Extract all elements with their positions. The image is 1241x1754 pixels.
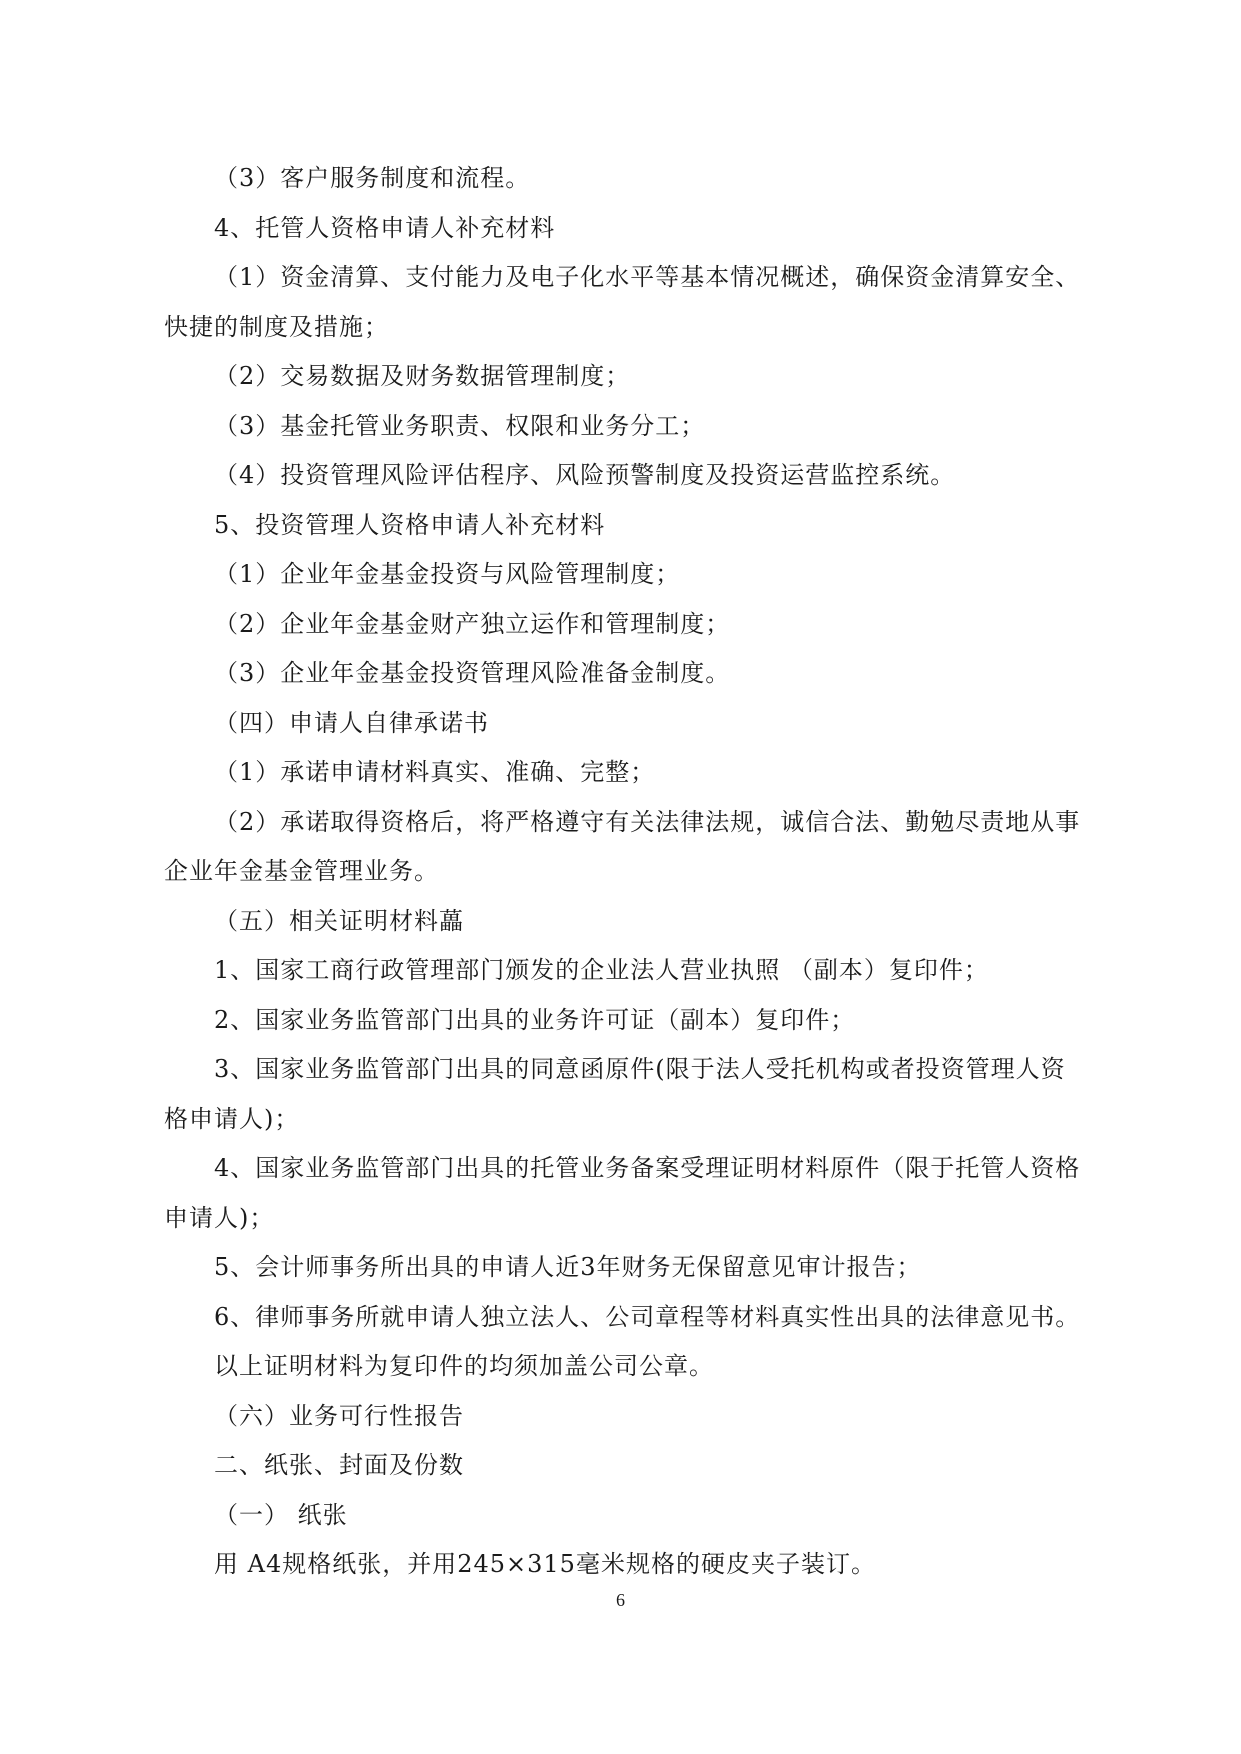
text-line: 6、律师事务所就申请人独立法人、公司章程等材料真实性出具的法律意见书。 — [214, 1302, 1081, 1331]
document-body — [164, 154, 1081, 1590]
text-line: 1、国家工商行政管理部门颁发的企业法人营业执照 （副本）复印件； — [214, 956, 989, 984]
text-line: 格申请人)； — [164, 1104, 300, 1133]
text-line: （4）投资管理风险评估程序、风险预警制度及投资运营监控系统。 — [214, 461, 956, 489]
text-line: 二、纸张、封面及份数 — [214, 1451, 464, 1479]
text-line: 2、国家业务监管部门出具的业务许可证（副本）复印件； — [214, 1005, 856, 1034]
text-line: 5、会计师事务所出具的申请人近3年财务无保留意见审计报告； — [214, 1253, 922, 1281]
text-line: （2）交易数据及财务数据管理制度； — [214, 362, 631, 390]
text-line: （四）申请人自律承诺书 — [214, 708, 489, 737]
text-line: 用 A4规格纸张，并用245×315毫米规格的硬皮夹子装订。 — [214, 1550, 876, 1578]
text-line: （1）承诺申请材料真实、准确、完整； — [214, 758, 656, 786]
text-line: （五）相关证明材料藟 — [214, 906, 464, 935]
text-line: 申请人)； — [164, 1203, 275, 1232]
text-line: （1）资金清算、支付能力及电子化水平等基本情况概述，确保资金清算安全、 — [214, 263, 1081, 291]
text-line: 以上证明材料为复印件的均须加盖公司公章。 — [214, 1352, 714, 1380]
text-line: （3）企业年金基金投资管理风险准备金制度。 — [214, 659, 731, 687]
text-line: 4、托管人资格申请人补充材料 — [214, 213, 556, 242]
text-line: 快捷的制度及措施； — [164, 312, 389, 341]
text-line: 5、投资管理人资格申请人补充材料 — [214, 510, 606, 539]
text-line: （1）企业年金基金投资与风险管理制度； — [214, 560, 681, 588]
text-line: 3、国家业务监管部门出具的同意函原件(限于法人受托机构或者投资管理人资 — [214, 1055, 1066, 1083]
text-line: （3）基金托管业务职责、权限和业务分工； — [214, 411, 706, 440]
text-line: 企业年金基金管理业务。 — [164, 857, 439, 885]
text-line: （3）客户服务制度和流程。 — [214, 164, 531, 192]
text-line: 4、国家业务监管部门出具的托管业务备案受理证明材料原件（限于托管人资格 — [214, 1154, 1081, 1182]
text-line: （2）企业年金基金财产独立运作和管理制度； — [214, 609, 731, 638]
text-line: （一） 纸张 — [214, 1500, 348, 1529]
page-number: 6 — [616, 1590, 625, 1610]
text-line: （六）业务可行性报告 — [214, 1401, 464, 1430]
text-line: （2）承诺取得资格后，将严格遵守有关法律法规，诚信合法、勤勉尽责地从事 — [214, 807, 1081, 836]
